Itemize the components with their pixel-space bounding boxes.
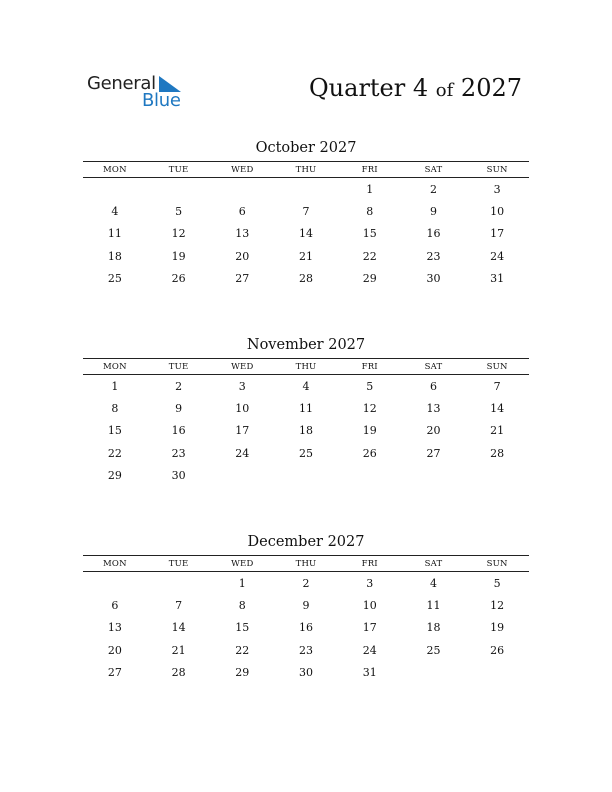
logo-word-blue: Blue	[142, 90, 181, 111]
day-cell: 28	[171, 666, 186, 680]
month-title: November 2027	[246, 337, 366, 353]
day-cell: 12	[171, 227, 186, 241]
day-cell: 28	[299, 272, 314, 286]
week-row	[83, 268, 529, 290]
week-row	[83, 442, 529, 464]
day-cell: 23	[171, 446, 186, 460]
day-cell: 11	[107, 227, 122, 241]
month-calendar-december	[83, 532, 529, 684]
day-cell: 20	[235, 249, 250, 263]
day-cell: 5	[175, 205, 183, 219]
day-cell: 15	[235, 621, 250, 635]
day-cell: 19	[171, 249, 186, 263]
weekday-label: SAT	[424, 558, 443, 569]
week-row	[83, 375, 529, 397]
day-cell: 22	[235, 643, 250, 657]
week-row	[83, 662, 529, 684]
day-cell: 11	[299, 402, 314, 416]
day-cell: 8	[238, 599, 246, 613]
day-cell: 18	[299, 424, 314, 438]
day-cell: 29	[107, 469, 122, 483]
weekday-label: TUE	[168, 164, 189, 175]
day-cell: 30	[171, 469, 186, 483]
day-cell: 3	[493, 182, 501, 196]
weekday-label: WED	[231, 164, 254, 175]
weekday-label: WED	[231, 361, 254, 372]
weekday-label: MON	[103, 558, 127, 569]
day-cell: 26	[490, 643, 505, 657]
day-cell: 14	[299, 227, 314, 241]
weekday-label: FRI	[361, 164, 378, 175]
month-title: October 2027	[255, 140, 357, 156]
generalblue-logo	[87, 73, 197, 113]
day-cell: 26	[362, 446, 377, 460]
day-cell: 10	[362, 599, 377, 613]
day-cell: 23	[426, 249, 441, 263]
title-of: of	[435, 80, 454, 101]
day-cell: 8	[111, 402, 119, 416]
day-cell: 5	[493, 576, 501, 590]
week-row	[83, 397, 529, 419]
weekday-label: SAT	[424, 164, 443, 175]
weekday-label: THU	[295, 558, 317, 569]
day-cell: 12	[362, 402, 377, 416]
day-cell: 17	[362, 621, 377, 635]
weekday-label: SUN	[486, 558, 508, 569]
week-row	[83, 200, 529, 222]
day-cell: 10	[235, 402, 250, 416]
day-cell: 7	[175, 599, 183, 613]
day-cell: 25	[107, 272, 122, 286]
day-cell: 20	[107, 643, 122, 657]
day-cell: 9	[429, 205, 437, 219]
day-cell: 6	[429, 379, 437, 393]
day-cell: 7	[493, 379, 501, 393]
weekday-label: TUE	[168, 361, 189, 372]
logo-word-general: General	[87, 73, 156, 94]
week-row	[83, 572, 529, 594]
month-grid	[83, 375, 529, 487]
week-row	[83, 223, 529, 245]
day-cell: 11	[426, 599, 441, 613]
day-cell: 9	[175, 402, 183, 416]
weekday-label: SUN	[486, 361, 508, 372]
week-row	[83, 594, 529, 616]
day-cell: 13	[235, 227, 250, 241]
day-cell: 6	[111, 599, 119, 613]
day-cell: 27	[426, 446, 441, 460]
day-cell: 21	[299, 249, 314, 263]
day-cell: 8	[366, 205, 374, 219]
day-cell: 5	[366, 379, 374, 393]
day-cell: 2	[429, 182, 437, 196]
day-cell: 24	[235, 446, 250, 460]
month-grid	[83, 178, 529, 290]
weekday-label: THU	[295, 361, 317, 372]
day-cell: 18	[426, 621, 441, 635]
day-cell: 24	[362, 643, 377, 657]
day-cell: 17	[490, 227, 505, 241]
day-cell: 6	[238, 205, 246, 219]
day-cell: 29	[362, 272, 377, 286]
day-cell: 1	[111, 379, 119, 393]
day-cell: 15	[362, 227, 377, 241]
day-cell: 24	[490, 249, 505, 263]
week-row	[83, 617, 529, 639]
day-cell: 25	[426, 643, 441, 657]
weekday-label: FRI	[361, 558, 378, 569]
day-cell: 7	[302, 205, 310, 219]
weekday-label: MON	[103, 164, 127, 175]
title-year: 2027	[460, 74, 522, 102]
day-cell: 25	[299, 446, 314, 460]
day-cell: 16	[426, 227, 441, 241]
day-cell: 18	[107, 249, 122, 263]
day-cell: 22	[107, 446, 122, 460]
week-row	[83, 465, 529, 487]
day-cell: 20	[426, 424, 441, 438]
day-cell: 30	[426, 272, 441, 286]
month-calendar-october	[83, 138, 529, 290]
day-cell: 1	[366, 182, 374, 196]
day-cell: 14	[490, 402, 505, 416]
weekday-label: THU	[295, 164, 317, 175]
day-cell: 16	[171, 424, 186, 438]
day-cell: 21	[171, 643, 186, 657]
day-cell: 23	[299, 643, 314, 657]
weekday-header	[83, 358, 529, 375]
week-row	[83, 639, 529, 661]
day-cell: 21	[490, 424, 505, 438]
day-cell: 30	[299, 666, 314, 680]
day-cell: 3	[238, 379, 246, 393]
day-cell: 27	[235, 272, 250, 286]
day-cell: 15	[107, 424, 122, 438]
day-cell: 10	[490, 205, 505, 219]
day-cell: 2	[302, 576, 310, 590]
month-calendar-november	[83, 335, 529, 487]
day-cell: 4	[302, 379, 310, 393]
weekday-label: WED	[231, 558, 254, 569]
day-cell: 27	[107, 666, 122, 680]
day-cell: 31	[490, 272, 505, 286]
day-cell: 2	[175, 379, 183, 393]
title-quarter: Quarter 4	[309, 74, 429, 102]
page-title	[309, 74, 522, 102]
day-cell: 1	[238, 576, 246, 590]
month-grid	[83, 572, 529, 684]
weekday-label: SUN	[486, 164, 508, 175]
day-cell: 19	[362, 424, 377, 438]
day-cell: 9	[302, 599, 310, 613]
day-cell: 4	[111, 205, 119, 219]
weekday-label: MON	[103, 361, 127, 372]
day-cell: 22	[362, 249, 377, 263]
weekday-label: SAT	[424, 361, 443, 372]
day-cell: 26	[171, 272, 186, 286]
day-cell: 13	[426, 402, 441, 416]
week-row	[83, 178, 529, 200]
day-cell: 4	[429, 576, 437, 590]
weekday-header	[83, 555, 529, 572]
day-cell: 14	[171, 621, 186, 635]
day-cell: 16	[299, 621, 314, 635]
weekday-label: FRI	[361, 361, 378, 372]
weekday-header	[83, 161, 529, 178]
day-cell: 29	[235, 666, 250, 680]
day-cell: 28	[490, 446, 505, 460]
day-cell: 17	[235, 424, 250, 438]
month-title: December 2027	[247, 534, 365, 550]
day-cell: 31	[362, 666, 377, 680]
day-cell: 12	[490, 599, 505, 613]
day-cell: 3	[366, 576, 374, 590]
weekday-label: TUE	[168, 558, 189, 569]
week-row	[83, 420, 529, 442]
day-cell: 19	[490, 621, 505, 635]
day-cell: 13	[107, 621, 122, 635]
week-row	[83, 245, 529, 267]
